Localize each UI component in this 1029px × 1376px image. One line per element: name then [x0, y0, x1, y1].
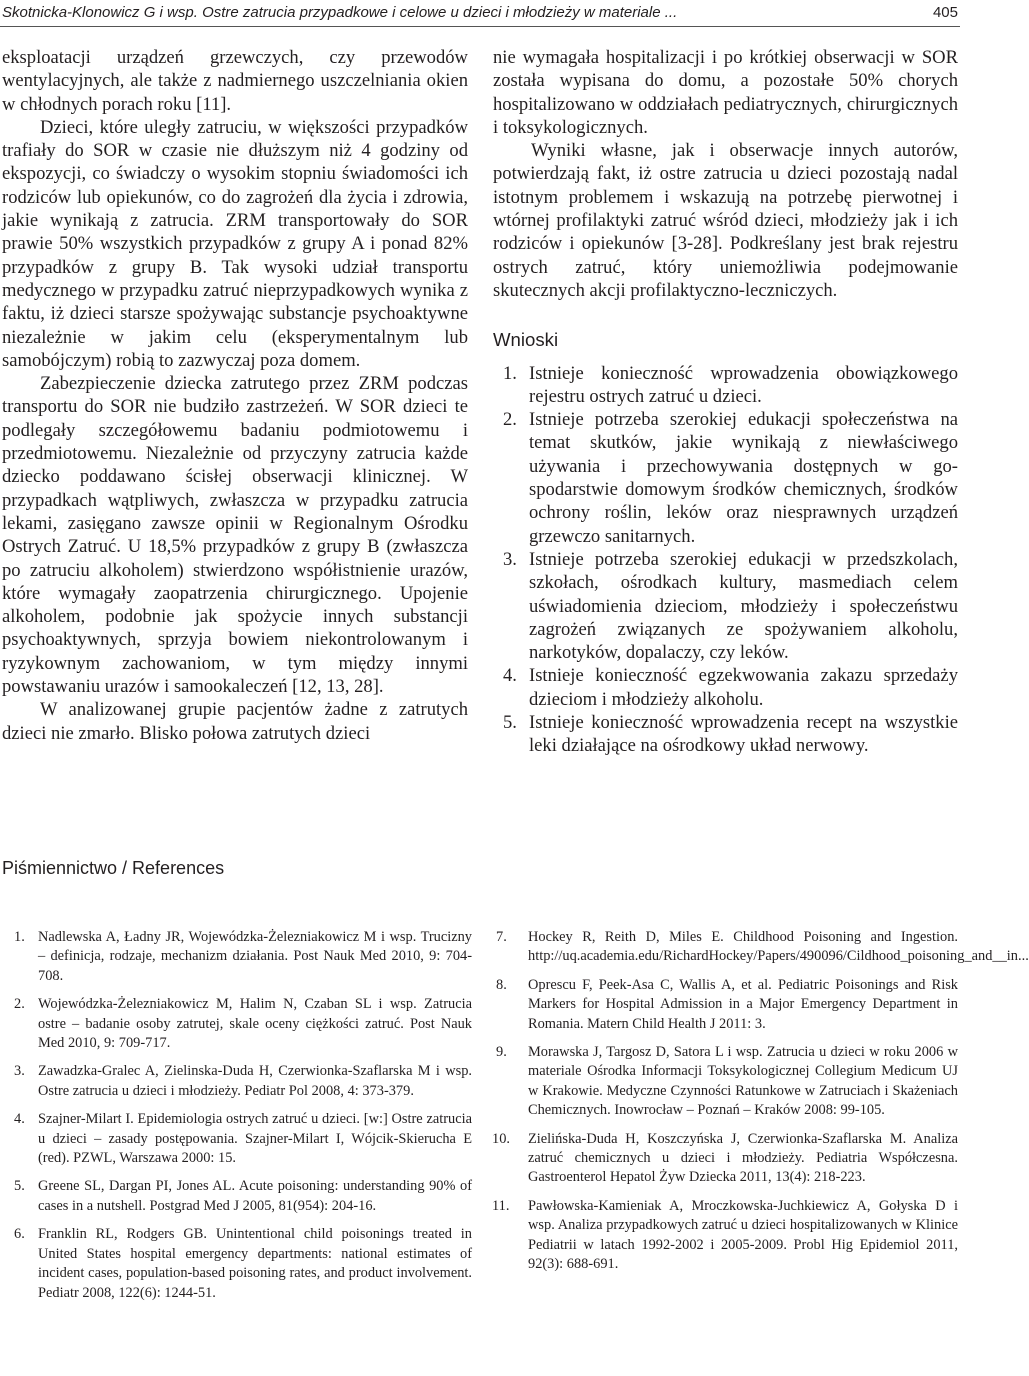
running-title: Skotnicka-Klonowicz G i wsp. Ostre zatrucia przypadkowe i celowe u dzieci i młodzieży w materiale ... — [2, 4, 678, 21]
reference-item — [2, 1225, 472, 1303]
reference-item — [2, 1177, 472, 1216]
reference-item — [2, 1110, 472, 1168]
reference-number: 11. — [492, 1197, 510, 1214]
item-number: 5. — [503, 712, 517, 734]
item-number: 3. — [503, 548, 517, 570]
reference-item — [2, 928, 472, 986]
reference-text: Greene SL, Dargan PI, Jones AL. Acute poisoning: understanding 90% of cases in a nutshell. Postgrad Med J 2005, 81(954): 204-16. — [38, 1178, 472, 1214]
reference-text: Hockey R, Reith D, Miles E. Childhood Poisoning and Ingestion. http://uq.academia.edu/RichardHockey/Papers/490096/Cildhood_poisoning_and__in... — [528, 929, 1029, 965]
reference-text: Franklin RL, Rodgers GB. Unintentional child poisonings treated in United States hospital emergency departments: national estimates of incident cases, population-based poisoning rates, and product involvement. Pediatr 2008, 122(6): 1244-51. — [38, 1226, 472, 1301]
paragraph: eksploatacji urządzeń grzewczych, czy przewodów wentylacyjnych, ale także z nadmiernego uszczelniania okien w chłodnych porach roku [11]. — [2, 47, 468, 115]
reference-number: 10. — [492, 1130, 510, 1147]
reference-text: Zawadzka-Gralec A, Zielinska-Duda H, Czerwionka-Szaflarska M i wsp. Ostre zatrucia u dzieci i młodzieży. Pediatr Pol 2008, 4: 373-379. — [38, 1063, 472, 1099]
reference-number: 9. — [496, 1044, 507, 1061]
item-number: 2. — [503, 409, 517, 431]
reference-number: 3. — [14, 1063, 25, 1080]
header-rule — [0, 26, 960, 27]
references-left-column — [2, 928, 472, 1312]
conclusions-heading: Wnioski — [493, 329, 559, 351]
left-text-column — [2, 46, 468, 745]
item-number: 1. — [503, 362, 517, 384]
list-item — [493, 548, 958, 664]
item-text: Istnieje konieczność egzekwowania zakazu sprzedaży dzieciom i młodzieży alkoholu. — [529, 665, 958, 710]
reference-number: 4. — [14, 1111, 25, 1128]
paragraph: Zabezpieczenie dziecka zatrutego przez ZRM podczas transportu do SOR nie budziło zastrzeżeń. W SOR dzieci te podlegały szczegółowemu badaniu podmiotowemu i przedmiotowemu. Niezależnie od przyczyny zatrucia każde dziecko poddawano ścisłej obserwacji klinicznej. W przypadkach wątpliwych, zwłaszcza w przypadku zatrucia lekami, zasięgano zawsze opinii w Regionalnym Ośrodku Ostrych Zatruć. U 18,5% przypadków z grupy B (zwłaszcza po zatruciu alkoholem) stwierdzono współistnienie urazów, które wymagały zaopatrzenia chirurgicznego. Upojenie alkoholem, podobnie jak spożycie innych substancji psychoaktywnych, sprzyja bowiem niekontrolowanym i ryzykownym zachowaniom, w tym między innymi powstawaniu urazów i samookaleczeń [12, 13, 28]. — [2, 373, 468, 698]
reference-item — [492, 1043, 958, 1121]
paragraph: Wyniki własne, jak i obserwacje innych autorów, potwierdzają fakt, iż ostre zatrucia u dzieci pozostają nadal istotnym problemem i wskazują na potrzebę pierwotnej i wtórnej profilaktyki zatruć wśród dzieci, młodzieży jak i ich rodziców i opiekunów [3-28]. Podkreślany jest brak rejestru ostrych zatruć, który uniemożliwia podejmowanie skutecznych akcji profilaktyczno-leczniczych. — [493, 140, 958, 301]
paragraph: W analizowanej grupie pacjentów żadne z zatrutych dzieci nie zmarło. Blisko połowa zatrutych dzieci — [2, 699, 468, 744]
item-text: Istnieje konieczność wprowadzenia recept na wszystkie leki działające na ośrodkowy układ nerwowy. — [529, 712, 958, 757]
reference-item — [492, 1130, 958, 1188]
reference-number: 5. — [14, 1178, 25, 1195]
item-text: Istnieje potrzeba szerokiej edukacji społeczeństwa na temat skutków, jakie wynikają z niewłaściwego używania i przechowywania dostępnych w gospodarstwie domowym środków chemicznych, środków ochrony roślin, leków oraz niesprawnych urządzeń grzewczo sanitarnych. — [529, 409, 958, 547]
reference-number: 7. — [496, 929, 507, 945]
reference-item — [492, 928, 1029, 967]
reference-text: Zielińska-Duda H, Koszczyńska J, Czerwionka-Szaflarska M. Analiza zatruć chemicznych u dzieci i młodzieży. Pediatria Współczesna. Gastroenterol Hepatol Żyw Dziecka 2011, 13(4): 218-223. — [528, 1130, 958, 1186]
reference-number: 2. — [14, 996, 25, 1013]
reference-text: Pawłowska-Kamieniak A, Mroczkowska-Juchkiewicz A, Gołyska D i wsp. Analiza przypadkowych zatruć u dzieci hospitalizowanych w Klinice Pediatrii w latach 1992-2002 i 2005-2009. Probl Hig Epidemiol 2011, 92(3): 688-691. — [528, 1197, 958, 1273]
reference-number: 1. — [14, 929, 25, 945]
item-text: Istnieje konieczność wprowadzenia obowiązkowego rejestru ostrych zatruć u dzieci. — [529, 362, 958, 407]
list-item — [493, 408, 958, 548]
reference-item — [2, 995, 472, 1053]
references-heading: Piśmiennictwo / References — [2, 858, 225, 878]
reference-text: Szajner-Milart I. Epidemiologia ostrych zatruć u dzieci. [w:] Ostre zatrucia u dzieci – zasady postępowania. Szajner-Milart I, Wójcik-Skierucha E (red). PZWL, Warszawa 2000: 15. — [38, 1111, 472, 1167]
paragraph: Dzieci, które uległy zatruciu, w większości przypadków trafiały do SOR w czasie nie dłuższym niż 4 godziny od ekspozycji, co świadczy o wysokim stopniu świadomości ich rodziców lub opiekunów, co do zagrożeń dla życia i zdrowia, jakie wynikają z zatrucia. ZRM transportowały do SOR prawie 50% wszystkich przypadków z grupy A i ponad 82% przypadków z grupy B. Tak wysoki udział transportu medycznego w przypadku zatruć nieprzypadkowych wynika z faktu, iż dzieci starsze spożywając substancje psychoaktywne niezależnie w jakim celu (eksperymentalnym lub samobójczym) robią to zazwyczaj poza domem. — [2, 116, 468, 371]
right-text-column — [493, 46, 958, 758]
list-item — [493, 711, 958, 758]
list-item — [493, 664, 958, 711]
page-number: 405 — [932, 4, 958, 21]
reference-text: Wojewódzka-Żelezniakowicz M, Halim N, Czaban SL i wsp. Zatrucia ostre – badanie osoby zatrutej, skale oceny ciężkości zatruć. Post Nauk Med 2010, 9: 709-717. — [38, 996, 472, 1052]
reference-number: 8. — [496, 976, 507, 993]
reference-text: Oprescu F, Peek-Asa C, Wallis A, et al. Pediatric Poisonings and Risk Markers for Hospital Admission in a Major Emergency Department in Romania. Matern Child Health J 2011: 3. — [528, 976, 958, 1032]
reference-item — [492, 976, 958, 1034]
reference-item — [492, 1197, 958, 1275]
reference-text: Morawska J, Targosz D, Satora L i wsp. Zatrucia u dzieci w roku 2006 w materiale Ośrodka Informacji Toksykologicznej Collegium Medicum UJ w Krakowie. Medyczne Czynności Ratunkowe w Zatruciach i Skażeniach Chemicznych. Inowrocław – Poznań – Kraków 2008: 99-105. — [528, 1044, 958, 1119]
reference-text: Nadlewska A, Ładny JR, Wojewódzka-Żelezniakowicz M i wsp. Trucizny – definicja, rodzaje, mechanizm działania. Post Nauk Med 2010, 9: 704-708. — [38, 929, 472, 984]
item-text: Istnieje potrzeba szerokiej edukacji w przedszkolach, szkołach, ośrodkach kultury, masmediach celem uświadomienia dzieciom, młodzieży i społeczeństwu zagrożeń związanych ze spożywaniem alkoholu, narkotyków, dopalaczy, czy leków. — [529, 548, 958, 664]
paragraph: nie wymagała hospitalizacji i po krótkiej obserwacji w SOR została wypisana do domu, a pozostałe 50% chorych hospitalizowano w oddziałach pediatrycznych, chirurgicznych i toksykologicznych. — [493, 47, 958, 138]
reference-item — [2, 1062, 472, 1101]
item-number: 4. — [503, 665, 517, 687]
running-header — [0, 0, 960, 30]
references-right-column — [492, 928, 1029, 1284]
list-item — [493, 362, 958, 409]
conclusions-list — [493, 362, 958, 758]
reference-number: 6. — [14, 1226, 25, 1243]
